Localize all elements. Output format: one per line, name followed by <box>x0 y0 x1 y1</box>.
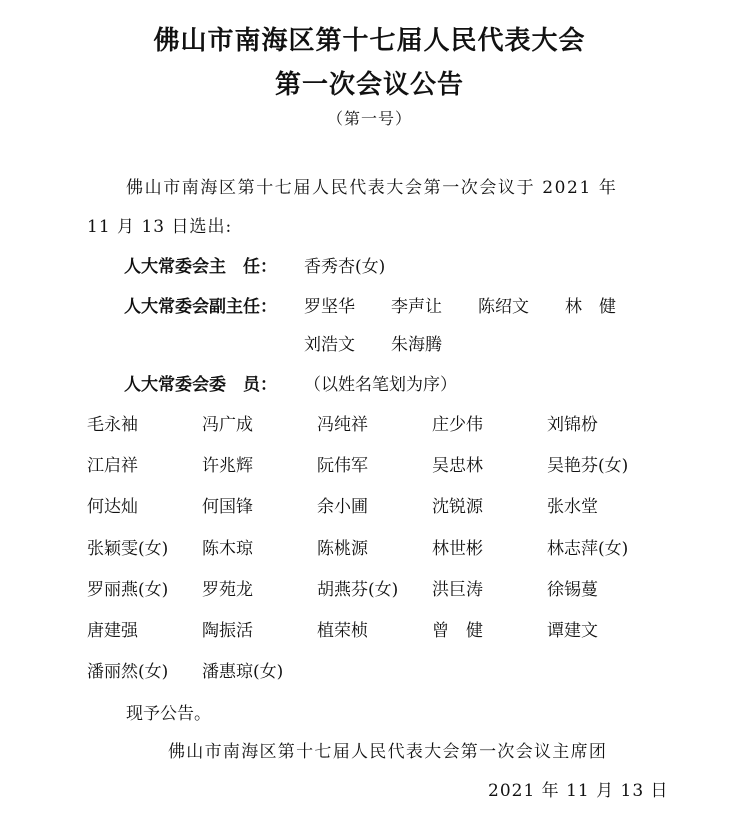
notice-title-line1: 佛山市南海区第十七届人民代表大会 <box>153 26 586 56</box>
member-name: 吴忠林 <box>432 456 483 477</box>
member-name: 陈桃源 <box>317 538 368 559</box>
member-name: 冯广成 <box>202 415 253 435</box>
member-name: 罗丽燕(女) <box>87 579 169 600</box>
vice-director-name: 李声让 <box>391 297 442 317</box>
member-name: 何达灿 <box>87 497 138 518</box>
vice-director-label: 人大常委会副主任： <box>124 297 277 317</box>
member-name: 陈木琼 <box>202 538 253 559</box>
member-name: 洪巨涛 <box>432 579 483 600</box>
member-name: 张水堂 <box>547 497 598 518</box>
issue-number: （第一号） <box>326 109 412 128</box>
member-name: 阮伟军 <box>317 456 368 477</box>
member-name: 罗苑龙 <box>202 579 253 600</box>
member-name: 胡燕芬(女) <box>317 579 399 600</box>
notice-date: 2021 年 11 月 13 日 <box>488 781 669 801</box>
member-name: 曾 健 <box>432 621 483 641</box>
member-name: 江启祥 <box>87 456 138 477</box>
member-name: 冯纯祥 <box>317 415 368 435</box>
vice-director-row <box>124 292 652 317</box>
member-name: 潘丽然(女) <box>87 662 169 683</box>
director-name: 香秀杏(女) <box>304 257 386 277</box>
member-name: 毛永袖 <box>87 415 138 435</box>
member-name: 陶振活 <box>202 621 253 641</box>
vice-director-row-2 <box>304 330 478 355</box>
member-name: 沈锐源 <box>432 497 483 518</box>
member-name: 庄少伟 <box>432 415 483 435</box>
intro-line1: 佛山市南海区第十七届人民代表大会第一次会议于 2021 年 <box>126 178 618 198</box>
member-name: 林志萍(女) <box>547 538 629 559</box>
vice-director-name: 林 健 <box>565 297 616 317</box>
member-name: 许兆辉 <box>202 456 253 477</box>
intro-line2: 11 月 13 日选出: <box>87 217 233 237</box>
member-name: 林世彬 <box>432 538 483 559</box>
member-name: 刘锦枌 <box>547 415 598 435</box>
signature: 佛山市南海区第十七届人民代表大会第一次会议主席团 <box>168 742 608 762</box>
members-row <box>124 370 457 395</box>
member-name: 唐建强 <box>87 621 138 641</box>
director-label: 人大常委会主 任： <box>124 257 277 277</box>
vice-director-name: 陈绍文 <box>478 297 529 317</box>
closing-text: 现予公告。 <box>126 704 211 724</box>
member-name: 何国锋 <box>202 497 253 518</box>
notice-title-line2: 第一次会议公告 <box>274 70 464 100</box>
members-note: （以姓名笔划为序） <box>304 375 457 395</box>
vice-director-name: 罗坚华 <box>304 297 355 317</box>
vice-director-name: 朱海腾 <box>391 335 442 355</box>
member-name: 张颖雯(女) <box>87 538 169 559</box>
members-label: 人大常委会委 员： <box>124 375 277 395</box>
member-name: 植荣桢 <box>317 621 368 641</box>
vice-director-name: 刘浩文 <box>304 335 355 355</box>
member-name: 潘惠琼(女) <box>202 662 284 683</box>
member-name: 谭建文 <box>547 621 598 641</box>
director-row <box>124 252 385 277</box>
member-name: 吴艳芬(女) <box>547 456 629 477</box>
member-name: 徐锡蔓 <box>547 579 598 600</box>
member-name: 余小圃 <box>317 497 368 518</box>
